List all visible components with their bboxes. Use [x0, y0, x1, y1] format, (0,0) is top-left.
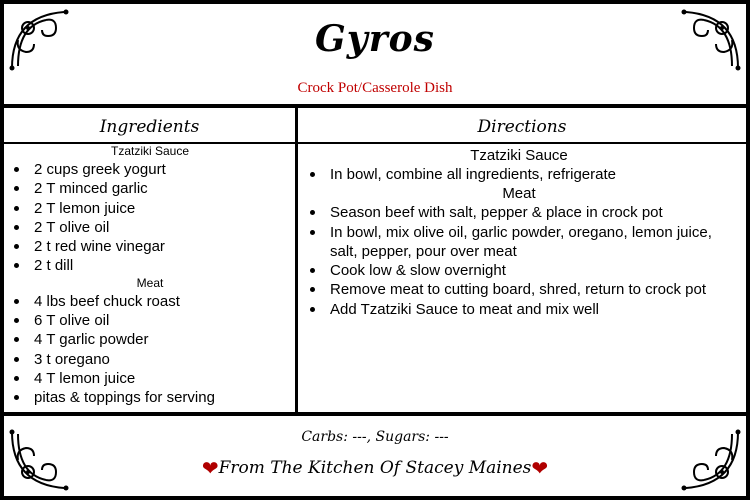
- direction-step: In bowl, mix olive oil, garlic powder, oregano, lemon juice, salt, pepper, pour over meat: [304, 223, 734, 262]
- direction-step: Add Tzatziki Sauce to meat and mix well: [304, 300, 734, 319]
- direction-step: In bowl, combine all ingredients, refrigerate: [304, 165, 734, 184]
- recipe-title: Gyros: [315, 18, 435, 60]
- ingredient-item: 2 T lemon juice: [8, 199, 292, 218]
- ingredient-item: 2 T minced garlic: [8, 179, 292, 198]
- ingredients-heading: Ingredients: [99, 117, 200, 137]
- ingredients-section-label: Meat: [136, 275, 164, 290]
- direction-step: Remove meat to cutting board, shred, return to crock pot: [304, 280, 734, 299]
- directions-list: [304, 146, 734, 319]
- ingredient-item: 3 t oregano: [8, 350, 292, 369]
- header-divider: [4, 104, 746, 108]
- ingredient-item: 2 cups greek yogurt: [8, 160, 292, 179]
- ingredient-item: 2 T olive oil: [8, 218, 292, 237]
- directions-heading-underline: [298, 142, 746, 144]
- nutrition-info: Carbs: ---, Sugars: ---: [301, 429, 449, 445]
- recipe-subtitle: Crock Pot/Casserole Dish: [297, 80, 453, 96]
- ingredients-list: [8, 144, 292, 408]
- ingredient-item: 4 lbs beef chuck roast: [8, 292, 292, 311]
- ingredient-item: 4 T lemon juice: [8, 369, 292, 388]
- ingredient-item: 2 t red wine vinegar: [8, 237, 292, 256]
- ingredient-item: pitas & toppings for serving: [8, 388, 292, 407]
- credit-line: [4, 456, 746, 480]
- column-divider: [295, 108, 298, 412]
- direction-step: Cook low & slow overnight: [304, 261, 734, 280]
- credit-text: From The Kitchen Of Stacey Maines: [218, 458, 532, 478]
- ingredient-item: 2 t dill: [8, 256, 292, 275]
- ingredients-section-label: Tzatziki Sauce: [110, 144, 190, 158]
- ingredient-item: 4 T garlic powder: [8, 330, 292, 349]
- directions-heading: Directions: [477, 117, 567, 137]
- heart-icon: ❤: [531, 456, 549, 480]
- heart-icon: ❤: [201, 456, 219, 480]
- recipe-card: [4, 4, 746, 496]
- ingredient-item: 6 T olive oil: [8, 311, 292, 330]
- footer-divider: [4, 412, 746, 416]
- directions-section-label: Tzatziki Sauce: [470, 147, 568, 164]
- directions-section-label: Meat: [502, 185, 536, 203]
- direction-step: Season beef with salt, pepper & place in crock pot: [304, 203, 734, 222]
